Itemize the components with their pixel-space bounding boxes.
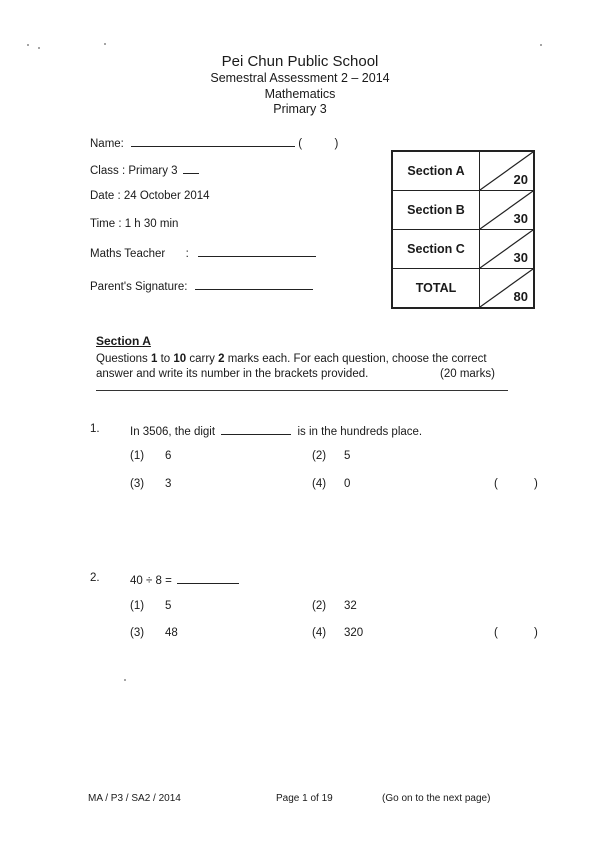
option-number: (4) bbox=[312, 478, 327, 490]
teacher-field[interactable] bbox=[198, 245, 316, 257]
section-a-heading: Section A bbox=[96, 334, 151, 348]
question-number: 1. bbox=[90, 423, 100, 435]
instruction-marks: 2 bbox=[218, 353, 225, 365]
instruction-text: Questions bbox=[96, 353, 151, 365]
scan-speck bbox=[540, 44, 542, 46]
question-stem bbox=[130, 423, 422, 438]
section-divider bbox=[96, 390, 508, 391]
instruction-total-marks: (20 marks) bbox=[440, 368, 495, 380]
signature-label: Parent's Signature: bbox=[90, 281, 188, 293]
score-cell bbox=[480, 151, 535, 191]
scan-speck bbox=[27, 44, 29, 46]
score-label: TOTAL bbox=[392, 269, 480, 309]
answer-bracket-open: ( bbox=[494, 627, 498, 639]
time-label: Time : 1 h 30 min bbox=[90, 218, 179, 230]
scan-speck bbox=[124, 679, 126, 681]
score-label: Section B bbox=[392, 191, 480, 230]
question-stem bbox=[130, 572, 239, 587]
option-value: 6 bbox=[165, 450, 172, 462]
assessment-title: Semestral Assessment 2 – 2014 bbox=[210, 71, 390, 85]
name-field[interactable] bbox=[131, 135, 295, 147]
option-value: 3 bbox=[165, 478, 172, 490]
score-label: Section C bbox=[392, 230, 480, 269]
date-label: Date : 24 October 2014 bbox=[90, 190, 210, 202]
stem-text: 40 ÷ 8 = bbox=[130, 575, 172, 587]
class-row bbox=[90, 162, 199, 177]
option-number: (3) bbox=[130, 627, 145, 639]
score-label: Section A bbox=[392, 151, 480, 191]
score-row-section-a bbox=[392, 151, 534, 191]
instruction-q1: 1 bbox=[150, 353, 158, 365]
scan-speck bbox=[104, 43, 106, 45]
score-max: 20 bbox=[513, 172, 528, 187]
option-value: 0 bbox=[344, 478, 351, 490]
footer-next-page: (Go on to the next page) bbox=[382, 793, 491, 804]
score-cell bbox=[480, 230, 535, 269]
score-cell bbox=[480, 191, 535, 230]
option-value: 320 bbox=[344, 627, 364, 639]
footer-page-number: Page 1 of 19 bbox=[276, 793, 333, 804]
level-title: Primary 3 bbox=[273, 102, 327, 116]
score-row-section-c bbox=[392, 230, 534, 269]
teacher-label: Maths Teacher bbox=[90, 248, 166, 260]
score-row-total bbox=[392, 269, 534, 309]
name-row bbox=[90, 135, 338, 150]
scan-speck bbox=[38, 47, 40, 49]
option-number: (4) bbox=[312, 627, 327, 639]
score-cell bbox=[480, 269, 535, 309]
class-label: Class : Primary 3 bbox=[90, 165, 178, 177]
score-max: 30 bbox=[513, 211, 528, 226]
instruction-text: to bbox=[157, 353, 174, 365]
class-field[interactable] bbox=[183, 162, 199, 174]
question-number: 2. bbox=[90, 572, 100, 584]
option-value: 48 bbox=[165, 627, 178, 639]
name-bracket-open: ( bbox=[298, 138, 303, 150]
teacher-colon: : bbox=[185, 248, 189, 260]
name-label: Name: bbox=[90, 138, 124, 150]
score-row-section-b bbox=[392, 191, 534, 230]
instruction-text: carry bbox=[186, 353, 219, 365]
blank-line bbox=[177, 572, 239, 584]
score-max: 30 bbox=[513, 250, 528, 265]
option-value: 5 bbox=[344, 450, 351, 462]
name-bracket-close: ) bbox=[334, 138, 339, 150]
stem-text: In 3506, the digit bbox=[130, 426, 216, 438]
answer-bracket-open: ( bbox=[494, 478, 498, 490]
option-number: (2) bbox=[312, 450, 327, 462]
answer-bracket-close: ) bbox=[534, 627, 538, 639]
instruction-text: marks each. For each question, choose the correct bbox=[224, 353, 487, 365]
footer-paper-code: MA / P3 / SA2 / 2014 bbox=[88, 793, 181, 804]
score-table bbox=[391, 150, 535, 309]
option-value: 32 bbox=[344, 600, 357, 612]
option-number: (1) bbox=[130, 600, 145, 612]
teacher-row bbox=[90, 245, 316, 260]
option-number: (1) bbox=[130, 450, 145, 462]
option-value: 5 bbox=[165, 600, 172, 612]
option-number: (3) bbox=[130, 478, 145, 490]
blank-line bbox=[221, 423, 291, 435]
stem-text: is in the hundreds place. bbox=[297, 426, 423, 438]
instruction-line-2: answer and write its number in the brackets provided. bbox=[96, 368, 369, 380]
school-name: Pei Chun Public School bbox=[221, 53, 379, 70]
subject-title: Mathematics bbox=[264, 87, 336, 101]
signature-row bbox=[90, 278, 313, 293]
option-number: (2) bbox=[312, 600, 327, 612]
signature-field[interactable] bbox=[195, 278, 313, 290]
instruction-line-1 bbox=[96, 353, 487, 365]
answer-bracket-close: ) bbox=[534, 478, 538, 490]
score-max: 80 bbox=[513, 289, 528, 304]
instruction-q10: 10 bbox=[173, 353, 187, 365]
